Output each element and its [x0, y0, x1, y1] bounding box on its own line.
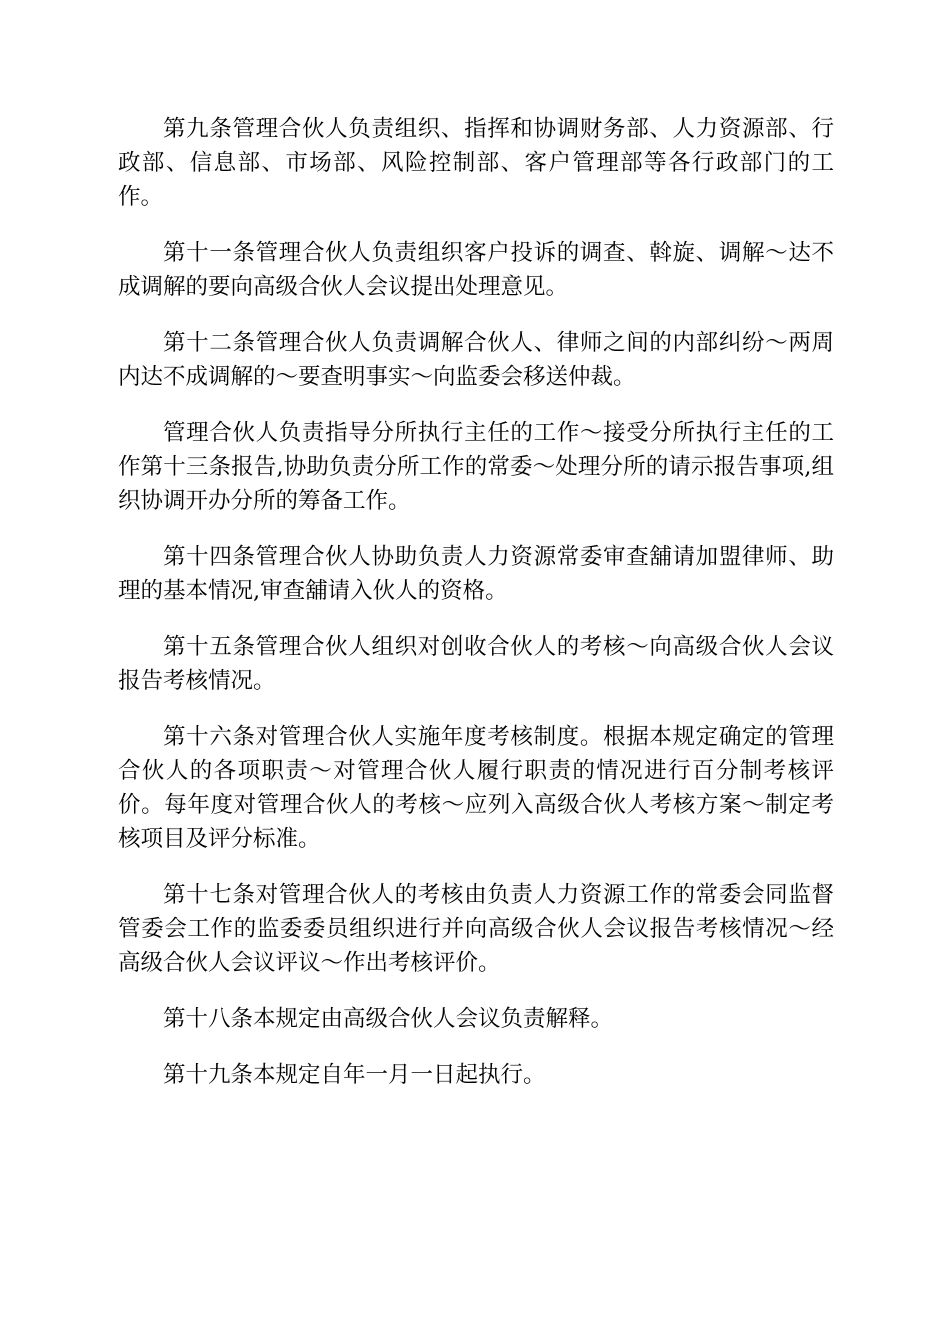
- article-16-paragraph: 第十六条对管理合伙人实施年度考核制度。根据本规定确定的管理合伙人的各项职责～对管理合伙人履行职责的情况进行百分制考核评价。每年度对管理合伙人的考核～应列入高级合伙人考核方案～制定考核项目及评分标准。: [118, 724, 834, 852]
- article-9-paragraph: 第九条管理合伙人负责组织、指挥和协调财务部、人力资源部、行政部、信息部、市场部、风险控制部、客户管理部等各行政部门的工作。: [118, 116, 834, 210]
- article-19-paragraph: 第十九条本规定自年一月一日起执行。: [163, 1062, 546, 1088]
- article-13-paragraph: 管理合伙人负责指导分所执行主任的工作～接受分所执行主任的工作第十三条报告,协助负责分所工作的常委～处理分所的请示报告事项,组织协调开办分所的筹备工作。: [118, 420, 834, 514]
- article-18-paragraph: 第十八条本规定由高级合伙人会议负责解释。: [163, 1006, 614, 1032]
- article-14-paragraph: 第十四条管理合伙人协助负责人力资源常委审查舖请加盟律师、助理的基本情况,审查舖请入伙人的资格。: [118, 544, 834, 604]
- article-11-paragraph: 第十一条管理合伙人负责组织客户投诉的调查、斡旋、调解～达不成调解的要向高级合伙人会议提出处理意见。: [118, 240, 834, 300]
- article-17-paragraph: 第十七条对管理合伙人的考核由负责人力资源工作的常委会同监督管委会工作的监委委员组织进行并向高级合伙人会议报告考核情况～经高级合伙人会议评议～作出考核评价。: [118, 882, 834, 976]
- document-body: [118, 112, 834, 1114]
- article-12-paragraph: 第十二条管理合伙人负责调解合伙人、律师之间的内部纠纷～两周内达不成调解的～要查明事实～向监委会移送仲裁。: [118, 330, 834, 390]
- article-15-paragraph: 第十五条管理合伙人组织对创收合伙人的考核～向高级合伙人会议报告考核情况。: [118, 634, 834, 694]
